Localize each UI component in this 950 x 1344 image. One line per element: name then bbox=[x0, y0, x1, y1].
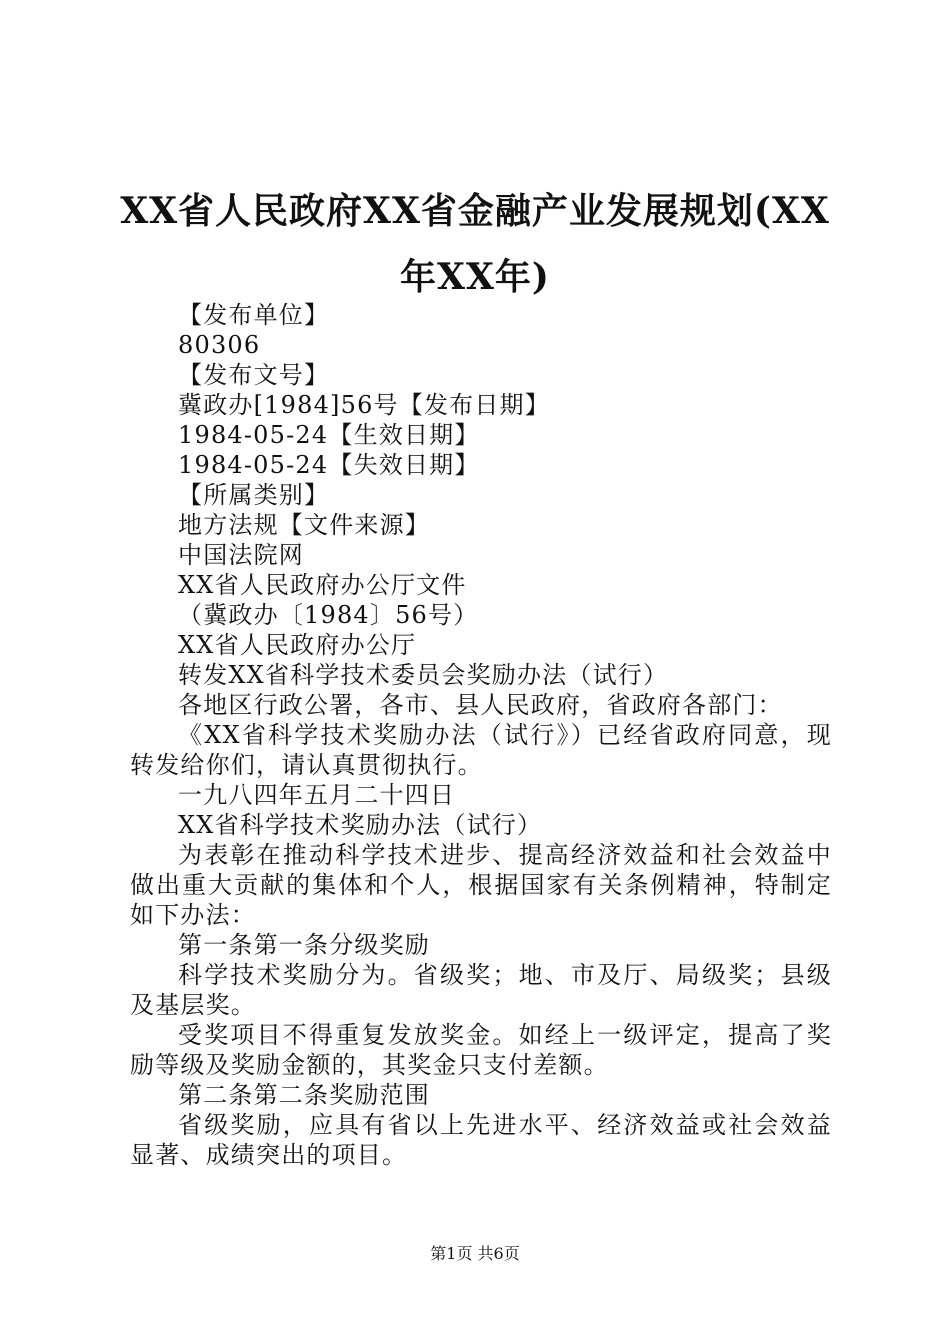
paragraph: 各地区行政公署，各市、县人民政府，省政府各部门： bbox=[178, 691, 783, 719]
document-body bbox=[130, 300, 832, 1170]
paragraph: 为表彰在推动科学技术进步、提高经济效益和社会效益中做出重大贡献的集体和个人，根据国家有关条例精神，特制定如下办法： bbox=[130, 841, 832, 929]
paragraph: 转发XX省科学技术委员会奖励办法（试行） bbox=[178, 661, 669, 689]
paragraph: 80306 bbox=[178, 331, 261, 359]
paragraph: XX省人民政府办公厅 bbox=[178, 631, 417, 659]
paragraph: XX省科学技术奖励办法（试行） bbox=[178, 811, 543, 839]
paragraph: 科学技术奖励分为。省级奖；地、市及厅、局级奖；县级及基层奖。 bbox=[130, 961, 832, 1019]
paragraph: 【所属类别】 bbox=[178, 481, 330, 509]
paragraph: 地方法规【文件来源】 bbox=[178, 511, 430, 539]
paragraph: 第一条第一条分级奖励 bbox=[178, 931, 430, 959]
paragraph: 第二条第二条奖励范围 bbox=[178, 1081, 430, 1109]
paragraph: 省级奖励，应具有省以上先进水平、经济效益或社会效益显著、成绩突出的项目。 bbox=[130, 1111, 832, 1169]
page-footer: 第1页 共6页 bbox=[430, 1244, 520, 1263]
paragraph: 中国法院网 bbox=[178, 541, 304, 569]
document-title: XX省人民政府XX省金融产业发展规划(XX年XX年) bbox=[120, 190, 830, 298]
paragraph: （冀政办〔1984〕56号） bbox=[178, 601, 479, 629]
paragraph: 【发布文号】 bbox=[178, 361, 330, 389]
paragraph: 1984-05-24【失效日期】 bbox=[178, 451, 480, 479]
paragraph: 一九八四年五月二十四日 bbox=[178, 781, 456, 809]
paragraph: 冀政办[1984]56号【发布日期】 bbox=[178, 391, 550, 419]
paragraph: 《XX省科学技术奖励办法（试行》）已经省政府同意，现转发给你们，请认真贯彻执行。 bbox=[130, 721, 832, 779]
paragraph: 【发布单位】 bbox=[178, 301, 330, 329]
paragraph: XX省人民政府办公厅文件 bbox=[178, 571, 467, 599]
paragraph: 受奖项目不得重复发放奖金。如经上一级评定，提高了奖励等级及奖励金额的，其奖金只支付差额。 bbox=[130, 1021, 832, 1079]
paragraph: 1984-05-24【生效日期】 bbox=[178, 421, 480, 449]
